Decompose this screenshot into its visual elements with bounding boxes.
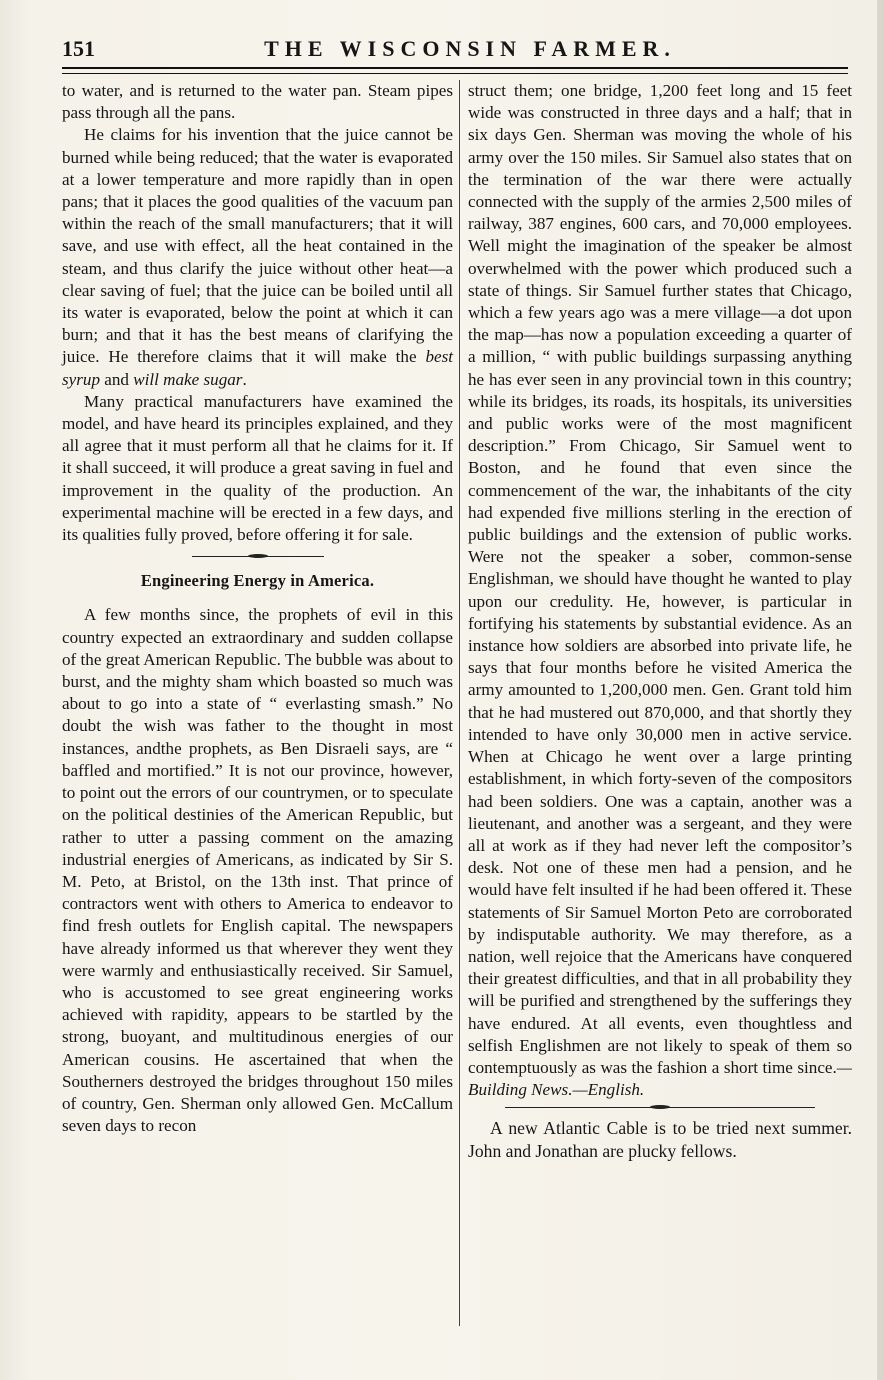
article-heading: Engineering Energy in America. <box>140 571 375 591</box>
paragraph <box>62 124 453 390</box>
paragraph-text: struct them; one bridge, 1,200 feet long and 15 feet wide was constructed in three days and a half; that in six days Gen. Sherman was moving the whole of his army over the 150 miles. Sir Samuel also states that on the termination of the war there were actually connected with the supply of the armies 2,500 miles of railway, 387 engines, 600 cars, and 70,000 employees. Well might the imagination of the speaker be almost overwhelmed with the power which produced such a state of things. Sir Samuel further states that Chicago, which a few years ago was a mere village—a dot upon the map—has now a population exceeding a quarter of a million, “ with public buildings surpassing anything he has ever seen in any provincial town in this country; while its bridges, its roads, its hospitals, its universities and public works were of the most magnificent description.” From Chicago, Sir Samuel went to Boston, and he found that even since the commencement of the war, the inhabitants of the city had expended five millions sterling in the erection of public buildings and the extension of public works. Were not the speaker a sober, common-sense Englishman, we should have thought he wanted to play upon our credulity. He, however, is particular in fortifying his statements by substantial evidence. As an instance how soldiers are absorbed into private life, he says that four months before he visited America the army amounted to 1,200,000 men. Gen. Grant told him that he had mustered out 870,000, and that shortly they intended to have only 30,000 men in active service. When at Chicago he went over a large printing establishment, in which forty-seven of the compositors had been soldiers. One was a captain, another was a lieutenant, and another was a sergeant, and they were all at work as if they had never left the compositor’s desk. Not one of these men had a pension, and he would have felt insulted if he had been offered it. These statements of Sir Samuel Morton Peto are corroborated by indisputable authority. We may therefore, as a nation, well rejoice that the Americans have conquered their greatest difficulties, and that in all probability they will be purified and strengthened by the sufferings they have endured. At all events, even thoughtless and selfish Englishmen are not likely to speak of them so contemptuously as was the fashion a short time since. <box>468 81 852 1077</box>
page-edge <box>877 0 883 1380</box>
italic-phrase: best syrup <box>62 347 453 389</box>
page-header <box>62 36 848 66</box>
header-rule-thick <box>62 67 848 69</box>
page-number: 151 <box>62 36 95 61</box>
section-separator <box>192 556 324 558</box>
right-column <box>468 80 852 1162</box>
left-column <box>62 80 453 1137</box>
italic-phrase: will make sugar <box>133 369 243 389</box>
paragraph-text: . <box>242 369 247 389</box>
paragraph-text: and <box>100 369 134 389</box>
final-note: A new Atlantic Cable is to be tried next summer. John and Jonathan are plucky fellows. <box>468 1118 852 1161</box>
column-divider <box>459 80 460 1326</box>
paragraph-text: He claims for his invention that the juice cannot be burned while being reduced; that the water is evaporated at a lower temperature and more rapidly than in open pans; that it places the good qualities of the vacuum pan within the reach of the small manufacturers; that it will save, and use with effect, all the heat contained in the steam, and thus clarify the juice without other heat—a clear saving of fuel; that the juice can be boiled until all its water is evaporated, below the point at which it can burn; and that it has the best means of clarifying the juice. He therefore claims that it will make the <box>62 125 453 367</box>
paragraph: Many practical manufacturers have examined the model, and have heard its principles explained, and they all agree that it must perform all that he claims for it. If it shall succeed, it will produce a great saving in fuel and improvement in the quality of the production. An experimental machine will be erected in a few days, and its qualities fully proved, before offering it for sale. <box>62 391 453 545</box>
journal-title: THE WISCONSIN FARMER. <box>264 36 676 61</box>
article-continuation <box>468 80 852 1101</box>
header-rule-thin <box>62 73 848 74</box>
source-credit: —Building News.—English. <box>468 1057 852 1100</box>
article-paragraph: A few months since, the prophets of evil in this country expected an extraordinary and sudden collapse of the great American Republic. The bubble was about to burst, and the mighty sham which boasted so much was about to go into a state of “ everlasting smash.” No doubt the wish was father to the thought in most instances, andthe prophets, as Ben Disraeli says, are “ baffled and mortified.” It is not our province, however, to point out the errors of our countrymen, or to speculate on the political destinies of the American Republic, but rather to utter a passing comment on the amazing industrial energies of Americans, as indicated by Sir S. M. Peto, at Bristol, on the 13th inst. That prince of contractors went with others to America to endeavor to find fresh outlets for English capital. The newspapers have already informed us that wherever they went they were warmly and enthusiastically received. Sir Samuel, who is accustomed to see great engineering works achieved with rapidity, appears to be startled by the strong, buoyant, and multitudinous energies of our American cousins. He ascertained that when the Southerners destroyed the bridges throughout 150 miles of country, Gen. Sherman only allowed Gen. McCallum seven days to recon <box>62 605 453 1136</box>
paragraph: to water, and is returned to the water pan. Steam pipes pass through all the pans. <box>62 81 453 123</box>
section-separator <box>505 1107 815 1109</box>
